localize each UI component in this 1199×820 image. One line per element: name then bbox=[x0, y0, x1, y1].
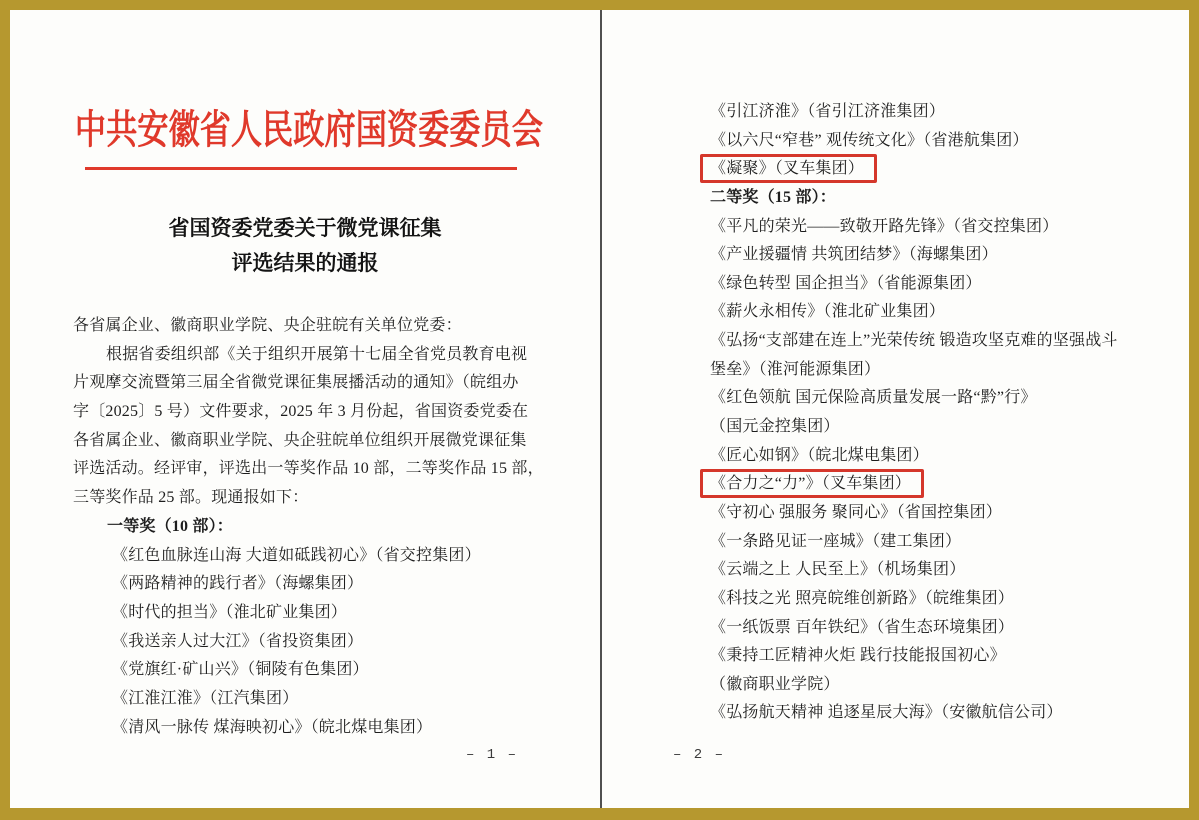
red-highlight-box: 《合力之“力”》（叉车集团） bbox=[700, 469, 924, 498]
award-item: 《守初心 强服务 聚同心》（省国控集团） bbox=[710, 503, 1003, 521]
award-item: 《我送亲人过大江》（省投资集团） bbox=[112, 632, 364, 650]
award-item: 《党旗红·矿山兴》（铜陵有色集团） bbox=[112, 661, 369, 679]
first-prize-header: 一等奖（10 部）： bbox=[107, 517, 234, 535]
award-item: 《一条路见证一座城》（建工集团） bbox=[710, 532, 962, 550]
letterhead-red-rule bbox=[85, 167, 517, 170]
award-item: 《产业援疆情 共筑团结梦》（海螺集团） bbox=[710, 246, 998, 264]
page-1-body bbox=[73, 312, 555, 742]
page-2-body bbox=[710, 98, 1188, 728]
salutation: 各省属企业、徽商职业学院、央企驻皖有关单位党委： bbox=[73, 317, 462, 334]
page-number-2: – 2 – bbox=[672, 747, 725, 763]
document-title bbox=[10, 211, 600, 281]
award-item: 《云端之上 人民至上》（机场集团） bbox=[710, 561, 966, 579]
red-highlight-box: 《凝聚》（叉车集团） bbox=[700, 154, 877, 183]
body-line: 字〔2025〕5 号）文件要求，2025 年 3 月份起，省国资委党委在 bbox=[73, 403, 529, 421]
letterhead-title: 中共安徽省人民政府国资委委员会 bbox=[74, 107, 543, 152]
award-item: 《秉持工匠精神火炬 践行技能报国初心》 bbox=[710, 647, 1006, 665]
body-line: 片观摩交流暨第三届全省微党课征集展播活动的通知》（皖组办 bbox=[73, 374, 519, 392]
award-item: 《红色领航 国元保险高质量发展一路“黔”行》 bbox=[710, 389, 1037, 407]
award-item: 《弘扬“支部建在连上”光荣传统 锻造攻坚克难的坚强战斗 bbox=[710, 332, 1118, 350]
page-2 bbox=[602, 10, 1189, 808]
award-item: 《弘扬航天精神 追逐星辰大海》（安徽航信公司） bbox=[710, 704, 1063, 722]
second-prize-header: 二等奖（15 部）： bbox=[710, 188, 837, 206]
award-item: 《以六尺“窄巷” 观传统文化》（省港航集团） bbox=[710, 131, 1029, 149]
award-item: 《科技之光 照亮皖维创新路》（皖维集团） bbox=[710, 589, 1015, 607]
award-item-highlighted bbox=[710, 470, 1188, 499]
award-item: 《清风一脉传 煤海映初心》（皖北煤电集团） bbox=[112, 718, 433, 736]
award-item-continuation: 堡垒》（淮河能源集团） bbox=[710, 360, 881, 378]
award-item: 《红色血脉连山海 大道如砥践初心》（省交控集团） bbox=[112, 546, 481, 564]
award-item: 《引江济淮》（省引江济淮集团） bbox=[710, 103, 946, 120]
award-item-continuation: （国元金控集团） bbox=[710, 418, 840, 436]
document-title-line-2: 评选结果的通报 bbox=[231, 251, 379, 275]
page-1 bbox=[10, 10, 600, 808]
body-line: 根据省委组织部《关于组织开展第十七届全省党员教育电视 bbox=[106, 345, 528, 363]
award-item: 《匠心如钢》（皖北煤电集团） bbox=[710, 446, 929, 464]
award-item: 《平凡的荣光——致敬开路先锋》（省交控集团） bbox=[710, 217, 1059, 235]
body-line: 评选活动。经评审，评选出一等奖作品 10 部，二等奖作品 15 部， bbox=[73, 460, 544, 478]
award-item: 《薪火永相传》（淮北矿业集团） bbox=[710, 303, 946, 321]
award-item-continuation: （徽商职业学院） bbox=[710, 675, 840, 693]
award-item: 《一纸饭票 百年铁纪》（省生态环境集团） bbox=[710, 618, 1015, 636]
page-number-1: – 1 – bbox=[465, 747, 518, 763]
body-line: 三等奖作品 25 部。现通报如下： bbox=[73, 489, 309, 507]
award-item: 《时代的担当》（淮北矿业集团） bbox=[112, 603, 348, 621]
award-item: 《江淮江淮》（江汽集团） bbox=[112, 689, 299, 707]
award-item: 《两路精神的践行者》（海螺集团） bbox=[112, 575, 364, 593]
award-item: 《绿色转型 国企担当》（省能源集团） bbox=[710, 274, 982, 292]
award-item-highlighted bbox=[710, 155, 1188, 184]
body-line: 各省属企业、徽商职业学院、央企驻皖单位组织开展微党课征集 bbox=[73, 431, 527, 449]
document-title-line-1: 省国资委党委关于微党课征集 bbox=[168, 216, 442, 240]
